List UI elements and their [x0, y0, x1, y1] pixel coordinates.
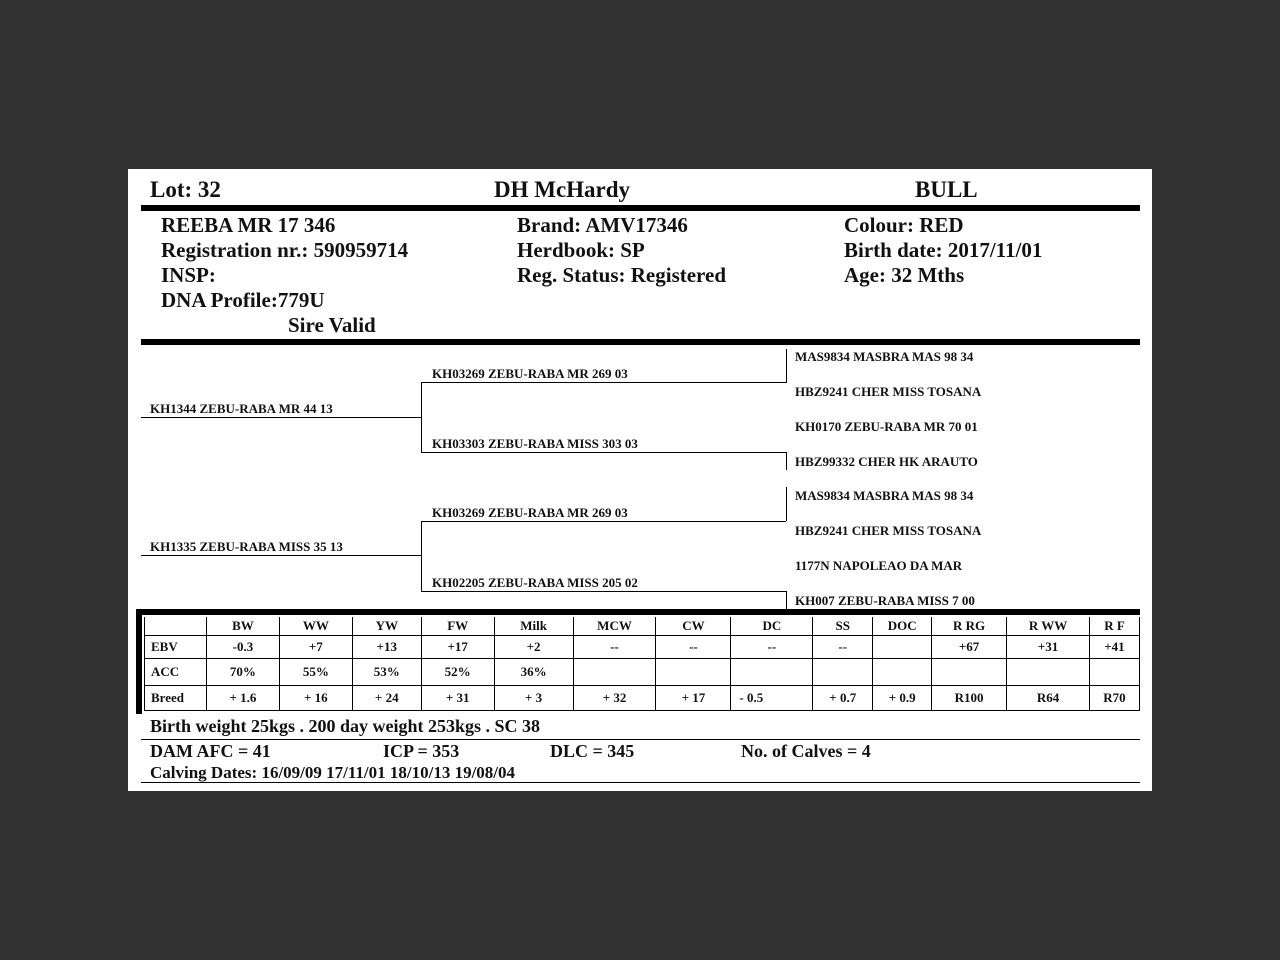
pedigree-sire-sire: KH03269 ZEBU-RABA MR 269 03: [432, 366, 628, 381]
ebv-cell: + 24: [352, 686, 421, 711]
ebv-cell: 70%: [206, 659, 279, 686]
ebv-header: MCW: [573, 617, 656, 636]
ebv-header: DOC: [873, 617, 932, 636]
ebv-cell: + 1.6: [206, 686, 279, 711]
number-of-calves: No. of Calves = 4: [741, 741, 871, 761]
ebv-cell: - 0.5: [731, 686, 813, 711]
ebv-header: YW: [352, 617, 421, 636]
pedigree-ggp: MAS9834 MASBRA MAS 98 34: [795, 349, 974, 364]
ebv-cell: --: [731, 636, 813, 659]
birth-date: Birth date: 2017/11/01: [844, 238, 1043, 262]
animal-info-right: [844, 213, 1042, 288]
ebv-cell: +67: [932, 636, 1007, 659]
ebv-header-row: [145, 617, 1140, 636]
ebv-cell: [573, 659, 656, 686]
weights-summary: Birth weight 25kgs . 200 day weight 253kgs . SC 38: [150, 716, 541, 736]
ebv-header: WW: [279, 617, 352, 636]
animal-name: REEBA MR 17 346: [161, 213, 336, 237]
ebv-cell: + 31: [421, 686, 494, 711]
pedigree-ggp: MAS9834 MASBRA MAS 98 34: [795, 488, 974, 503]
ebv-header: R F: [1089, 617, 1139, 636]
pedigree-line: [786, 452, 787, 470]
ebv-cell: [873, 659, 932, 686]
dna-profile: DNA Profile:779U: [161, 288, 325, 312]
ebv-cell: --: [573, 636, 656, 659]
footer-rule: [141, 739, 1140, 740]
pedigree-line: [421, 591, 786, 592]
ebv-cell: [731, 659, 813, 686]
ebv-left-rule: [136, 609, 142, 714]
pedigree-ggp: 1177N NAPOLEAO DA MAR: [795, 558, 963, 573]
lot-number: Lot: 32: [150, 177, 221, 202]
pedigree-line: [786, 349, 787, 383]
age: Age: 32 Mths: [844, 263, 965, 287]
pedigree-ggp: KH007 ZEBU-RABA MISS 7 00: [795, 593, 975, 608]
ebv-cell: R64: [1007, 686, 1090, 711]
ebv-header: Milk: [494, 617, 573, 636]
ebv-row-label: ACC: [145, 659, 207, 686]
ebv-cell: +13: [352, 636, 421, 659]
ebv-cell: [873, 636, 932, 659]
footer-bottom-rule: [141, 782, 1140, 783]
ebv-cell: -0.3: [206, 636, 279, 659]
pedigree-sire-dam: KH03303 ZEBU-RABA MISS 303 03: [432, 436, 638, 451]
breed-row: [145, 686, 1140, 711]
ebv-top-rule: [136, 609, 1140, 615]
pedigree-ggp: HBZ9241 CHER MISS TOSANA: [795, 523, 982, 538]
ebv-cell: +41: [1089, 636, 1139, 659]
dlc: DLC = 345: [550, 741, 635, 761]
ebv-header: R WW: [1007, 617, 1090, 636]
dam-afc: DAM AFC = 41: [150, 741, 271, 761]
ebv-cell: + 0.7: [813, 686, 873, 711]
ebv-header: CW: [656, 617, 731, 636]
pedigree-dam-dam: KH02205 ZEBU-RABA MISS 205 02: [432, 575, 638, 590]
insp-field: INSP:: [161, 263, 216, 287]
herdbook: Herdbook: SP: [517, 238, 645, 262]
ebv-cell: +31: [1007, 636, 1090, 659]
ebv-cell: 52%: [421, 659, 494, 686]
ebv-cell: 55%: [279, 659, 352, 686]
pedigree-ggp: HBZ99332 CHER HK ARAUTO: [795, 454, 978, 469]
ebv-table: [144, 617, 1140, 711]
animal-sex: BULL: [915, 177, 978, 202]
animal-info-middle: [517, 213, 726, 288]
acc-row: [145, 659, 1140, 686]
pedigree-line: [786, 487, 787, 521]
ebv-row-label: Breed: [145, 686, 207, 711]
ebv-cell: [1007, 659, 1090, 686]
ebv-cell: R100: [932, 686, 1007, 711]
ebv-header: R RG: [932, 617, 1007, 636]
ebv-cell: [1089, 659, 1139, 686]
ebv-cell: + 16: [279, 686, 352, 711]
ebv-header: BW: [206, 617, 279, 636]
header-rule: [141, 205, 1140, 211]
registration-number: Registration nr.: 590959714: [161, 238, 409, 262]
reg-status: Reg. Status: Registered: [517, 263, 726, 287]
pedigree-ggp: KH0170 ZEBU-RABA MR 70 01: [795, 419, 978, 434]
ebv-cell: R70: [1089, 686, 1139, 711]
pedigree-line: [786, 591, 787, 609]
sire-valid: Sire Valid: [288, 313, 376, 337]
pedigree-line: [141, 555, 421, 556]
colour: Colour: RED: [844, 213, 964, 237]
ebv-cell: --: [656, 636, 731, 659]
pedigree-line: [421, 382, 422, 452]
catalogue-sheet: [128, 169, 1152, 791]
ebv-cell: [813, 659, 873, 686]
ebv-cell: + 0.9: [873, 686, 932, 711]
ebv-cell: 53%: [352, 659, 421, 686]
ebv-header: DC: [731, 617, 813, 636]
icp: ICP = 353: [383, 741, 460, 761]
animal-info-left: [161, 213, 408, 338]
breeder-name: DH McHardy: [494, 177, 631, 202]
pedigree-line: [421, 382, 786, 383]
ebv-cell: + 17: [656, 686, 731, 711]
pedigree-ggp: HBZ9241 CHER MISS TOSANA: [795, 384, 982, 399]
ebv-header: [145, 617, 207, 636]
pedigree-line: [421, 521, 422, 591]
ebv-header: SS: [813, 617, 873, 636]
info-rule: [141, 339, 1140, 345]
pedigree-dam: KH1335 ZEBU-RABA MISS 35 13: [150, 539, 343, 554]
ebv-row: [145, 636, 1140, 659]
pedigree-sire: KH1344 ZEBU-RABA MR 44 13: [150, 401, 333, 416]
ebv-cell: + 32: [573, 686, 656, 711]
ebv-cell: + 3: [494, 686, 573, 711]
ebv-cell: 36%: [494, 659, 573, 686]
pedigree-line: [141, 417, 421, 418]
pedigree-line: [421, 521, 786, 522]
pedigree-dam-sire: KH03269 ZEBU-RABA MR 269 03: [432, 505, 628, 520]
ebv-cell: +17: [421, 636, 494, 659]
brand: Brand: AMV17346: [517, 213, 688, 237]
pedigree-line: [421, 452, 786, 453]
ebv-row-label: EBV: [145, 636, 207, 659]
ebv-cell: +2: [494, 636, 573, 659]
ebv-cell: --: [813, 636, 873, 659]
ebv-cell: [932, 659, 1007, 686]
calving-dates: Calving Dates: 16/09/09 17/11/01 18/10/13 19/08/04: [150, 763, 516, 782]
ebv-cell: [656, 659, 731, 686]
ebv-cell: +7: [279, 636, 352, 659]
ebv-header: FW: [421, 617, 494, 636]
